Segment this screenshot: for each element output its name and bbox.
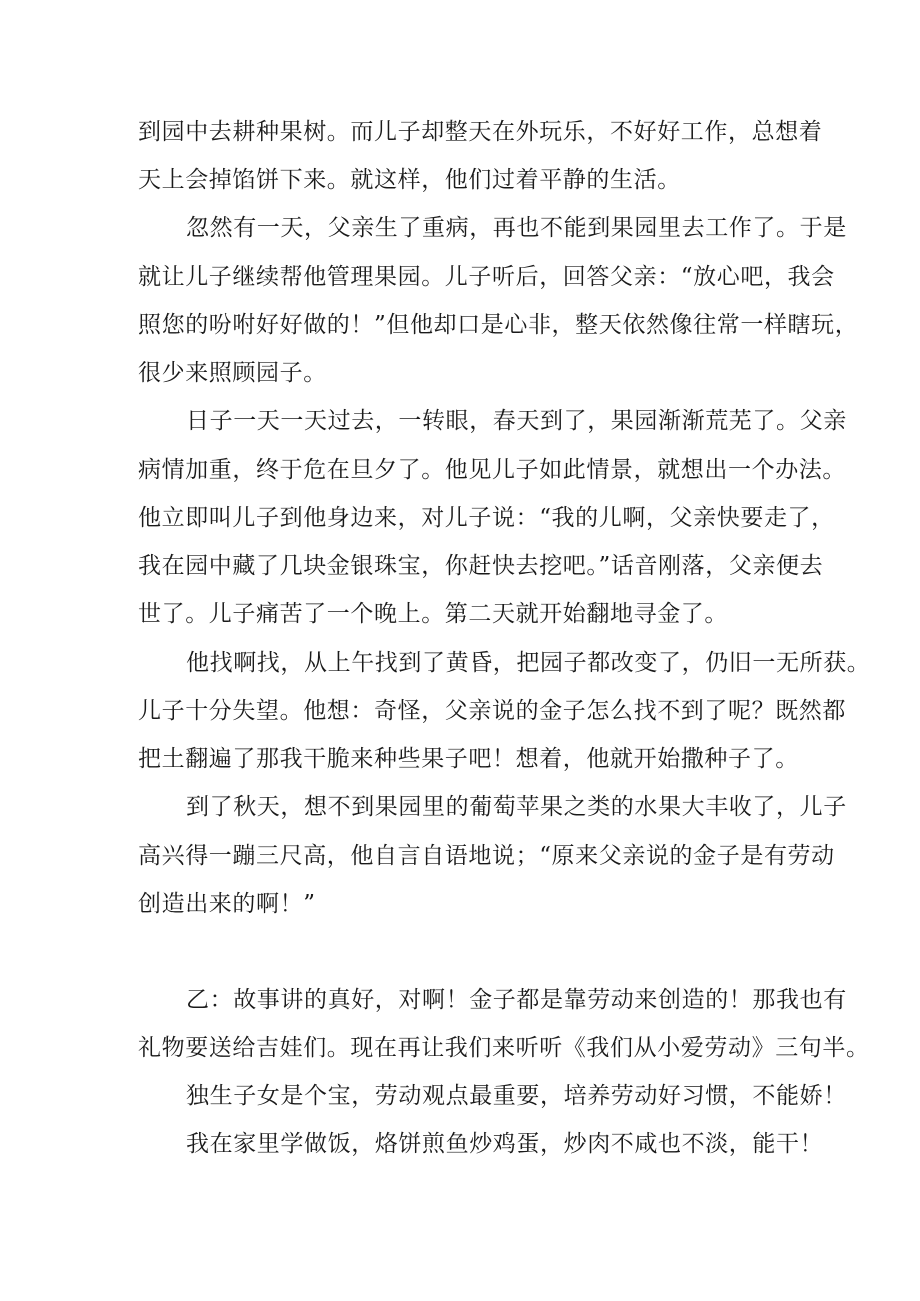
text-line: 他立即叫儿子到他身边来，对儿子说：“我的儿啊，父亲快要走了，	[138, 505, 835, 531]
text-line: 把土翻遍了那我干脆来种些果子吧！想着，他就开始撒种子了。	[138, 746, 799, 772]
text-line: 创造出来的啊！”	[138, 891, 316, 917]
paragraph-first-line: 他找啊找，从上午找到了黄昏，把园子都改变了，仍旧一无所获。	[186, 650, 871, 676]
paragraph-first-line: 忽然有一天，父亲生了重病，再也不能到果园里去工作了。于是	[186, 215, 847, 241]
text-line: 病情加重，终于危在旦夕了。他见儿子如此情景，就想出一个办法。	[138, 457, 846, 483]
text-line: 天上会掉馅饼下来。就这样，他们过着平静的生活。	[138, 167, 681, 193]
text-line: 我在园中藏了几块金银珠宝，你赶快去挖吧。”话音刚落，父亲便去	[138, 553, 824, 579]
text-line: 就让儿子继续帮他管理果园。儿子听后，回答父亲：“放心吧，我会	[138, 264, 835, 290]
text-line: 到园中去耕种果树。而儿子却整天在外玩乐，不好好工作，总想着	[138, 119, 823, 145]
paragraph-first-line: 到了秋天，想不到果园里的葡萄苹果之类的水果大丰收了，儿子	[186, 794, 847, 820]
paragraph-first-line: 日子一天一天过去，一转眼，春天到了，果园渐渐荒芜了。父亲	[186, 408, 847, 434]
text-line: 礼物要送给吉娃们。现在再让我们来听听《我们从小爱劳动》三句半。	[138, 1035, 870, 1061]
verse-line: 独生子女是个宝，劳动观点最重要，培养劳动好习惯，不能娇！	[186, 1083, 847, 1109]
text-line: 照您的吩咐好好做的！”但他却口是心非，整天依然像往常一样瞎玩，	[138, 312, 859, 338]
dialogue-line: 乙：故事讲的真好，对啊！金子都是靠劳动来创造的！那我也有	[186, 987, 847, 1013]
text-line: 世了。儿子痛苦了一个晚上。第二天就开始翻地寻金了。	[138, 601, 728, 627]
text-line: 儿子十分失望。他想：奇怪，父亲说的金子怎么找不到了呢？既然都	[138, 698, 846, 724]
text-line: 很少来照顾园子。	[138, 360, 327, 386]
verse-line: 我在家里学做饭，烙饼煎鱼炒鸡蛋，炒肉不咸也不淡，能干！	[186, 1131, 824, 1157]
text-line: 高兴得一蹦三尺高，他自言自语地说；“原来父亲说的金子是有劳动	[138, 843, 835, 869]
